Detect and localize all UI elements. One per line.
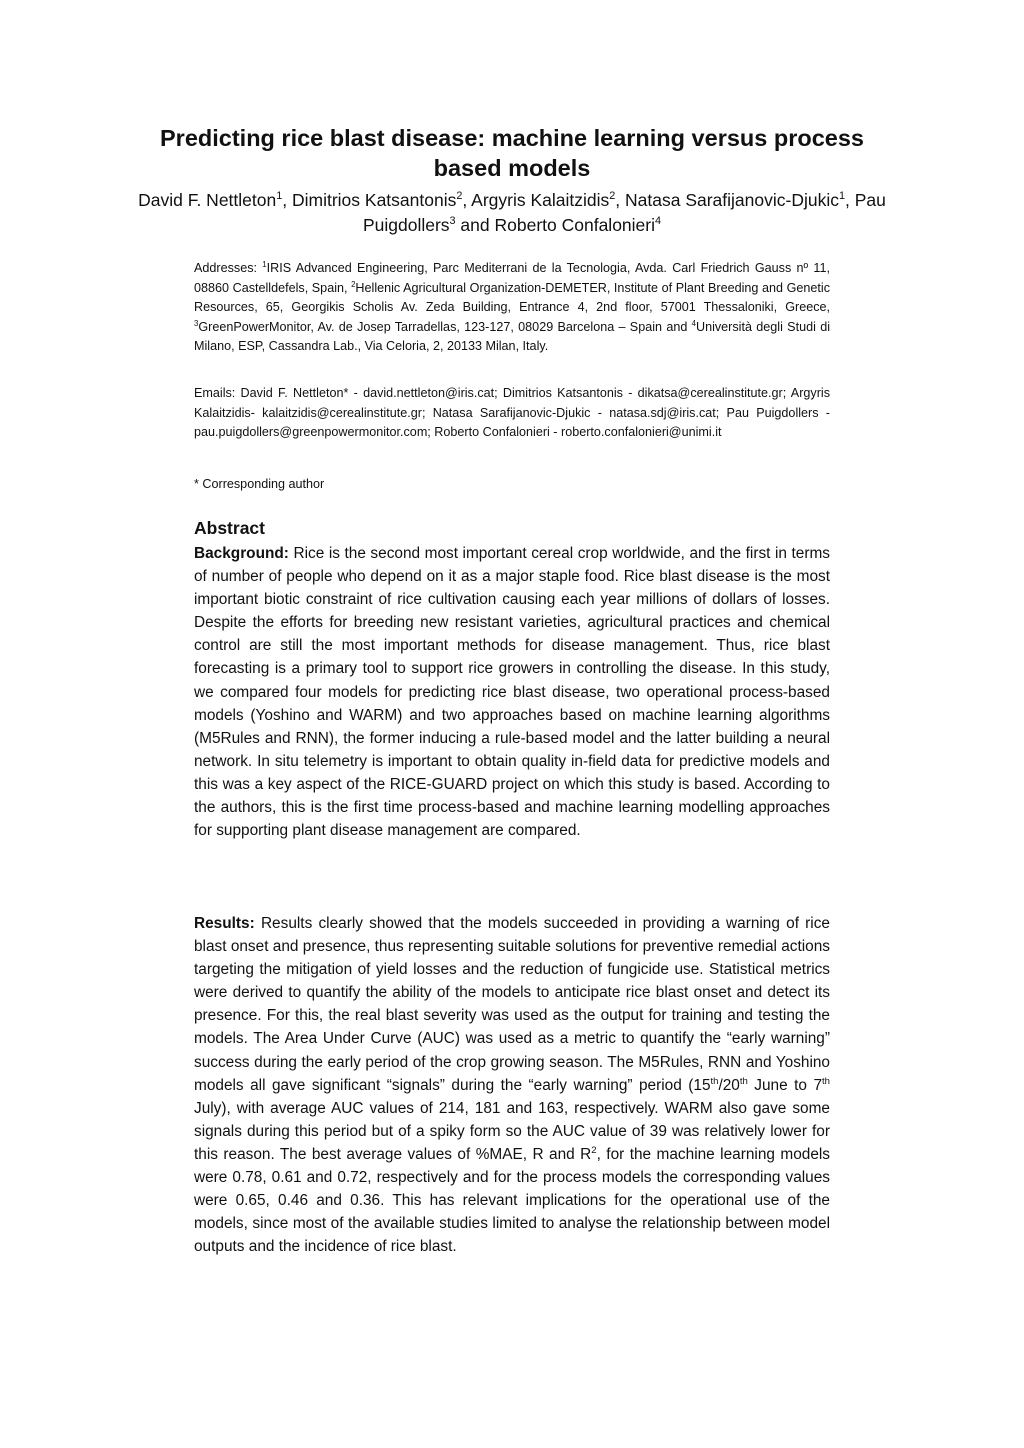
affiliation-marker: 4 [655,215,662,228]
addresses-label: Addresses: [194,261,263,275]
ordinal-suffix: th [739,1075,748,1087]
results-text: Results clearly showed that the models succeeded in providing a warning of rice blast onset and presence, thus representing suitable solutions for preventive remedial actions targeting the mitigation of yield losses and the reduction of fungicide use. Statistical metrics were derived to quantify the ability of the models to anticipate rice blast onset and detect its presence. For this, the real blast severity was used as the output for training and testing the models. The Area Under Curve (AUC) was used as a metric to quantify the “early warning” success during the early period of the crop growing season. The M5Rules, RNN and Yoshino models all gave significant “signals” during the “early warning” period (15 [194,915,830,1094]
author-name: and Roberto Confalonieri [455,215,655,235]
author-list [120,188,904,238]
author-name: , Natasa Sarafijanovic-Djukic [615,190,839,210]
affiliation-marker: 1 [276,190,283,203]
affiliation-addresses [194,259,830,357]
affiliation-marker: 2 [609,190,616,203]
abstract-background-paragraph [194,542,830,842]
background-text: Rice is the second most important cereal crop worldwide, and the first in terms of number of people who depend on it as a major staple food. Rice blast disease is the most important biotic constraint of rice cultivation causing each year millions of dollars of losses. Despite the efforts for breeding new resistant varieties, agricultural practices and chemical control are still the most important methods for disease management. Thus, rice blast forecasting is a primary tool to support rice growers in controlling the disease. In this study, we compared four models for predicting rice blast disease, two operational process-based models (Yoshino and WARM) and two approaches based on machine learning algorithms (M5Rules and RNN), the former inducing a rule-based model and the latter building a neural network. In situ telemetry is important to obtain quality in-field data for predictive models and this was a key aspect of the RICE-GUARD project on which this study is based. According to the authors, this is the first time process-based and machine learning modelling approaches for supporting plant disease management are compared. [194,545,830,840]
paper-title-line-1: Predicting rice blast disease: machine learning versus process [160,125,864,151]
affiliation-marker: 3 [194,318,199,328]
abstract-results-paragraph [194,912,830,1258]
results-text: /20 [718,1076,740,1094]
paper-title-line-2: based models [433,155,591,181]
affiliation-marker: 2 [351,279,356,289]
background-label: Background: [194,545,289,562]
ordinal-suffix: th [822,1075,830,1087]
affiliation-marker: 1 [838,190,846,203]
results-label: Results: [194,915,255,932]
contact-emails: Emails: David F. Nettleton* - david.nettleton@iris.cat; Dimitrios Katsantonis - dikatsa@cerealinstitute.gr; Argyris Kalaitzidis- kalaitzidis@cerealinstitute.gr; Natasa Sarafijanovic-Djukic - natasa.sdj@iris.cat; Pau Puigdollers - pau.puigdollers@greenpowermonitor.com; Roberto Confalonieri - roberto.confalonieri@unimi.it [194,386,830,440]
author-name: , Dimitrios Katsantonis [282,190,457,210]
author-name: , Pau Puigdollers [362,190,886,235]
affiliation-marker: 4 [691,318,696,328]
author-name: , Argyris Kalaitzidis [462,190,610,210]
affiliation-marker: 3 [449,215,456,228]
address-text: Università degli Studi di Milano, ESP, Cassandra Lab., Via Celoria, 2, 20133 Milan, Italy. [194,319,830,354]
author-name: David F. Nettleton [138,190,277,210]
exponent: 2 [591,1144,597,1156]
results-text: July), with average AUC values of 214, 181 and 163, respectively. WARM also gave some signals during this period but of a spiky form so the AUC value of 39 was relatively lower for this reason. The best average values of %MAE, R and R [194,1099,830,1163]
corresponding-author-note: * Corresponding author [194,477,325,491]
address-text: IRIS Advanced Engineering, Parc Mediterrani de la Tecnologia, Avda. Carl Friedrich Gauss nº 11, 08860 Castelldefels, Spain, [194,261,830,295]
address-text: GreenPowerMonitor, Av. de Josep Tarradellas, 123-127, 08029 Barcelona – Spain and [198,319,692,334]
address-text: Hellenic Agricultural Organization-DEMETER, Institute of Plant Breeding and Genetic Resources, 65, Georgikis Scholis Av. Zeda Building, Entrance 4, 2nd floor, 57001 Thessaloniki, Greece, [194,280,830,315]
results-text: June to 7 [747,1076,823,1094]
paper-title [120,123,904,183]
affiliation-marker: 2 [456,190,463,203]
abstract-heading: Abstract [194,518,265,538]
results-text: , for the machine learning models were 0.78, 0.61 and 0.72, respectively and for the process models the corresponding values were 0.65, 0.46 and 0.36. This has relevant implications for the operational use of the models, since most of the available studies limited to analyse the relationship between model outputs and the incidence of rice blast. [194,1145,830,1256]
affiliation-marker: 1 [262,259,267,269]
ordinal-suffix: th [710,1075,719,1087]
